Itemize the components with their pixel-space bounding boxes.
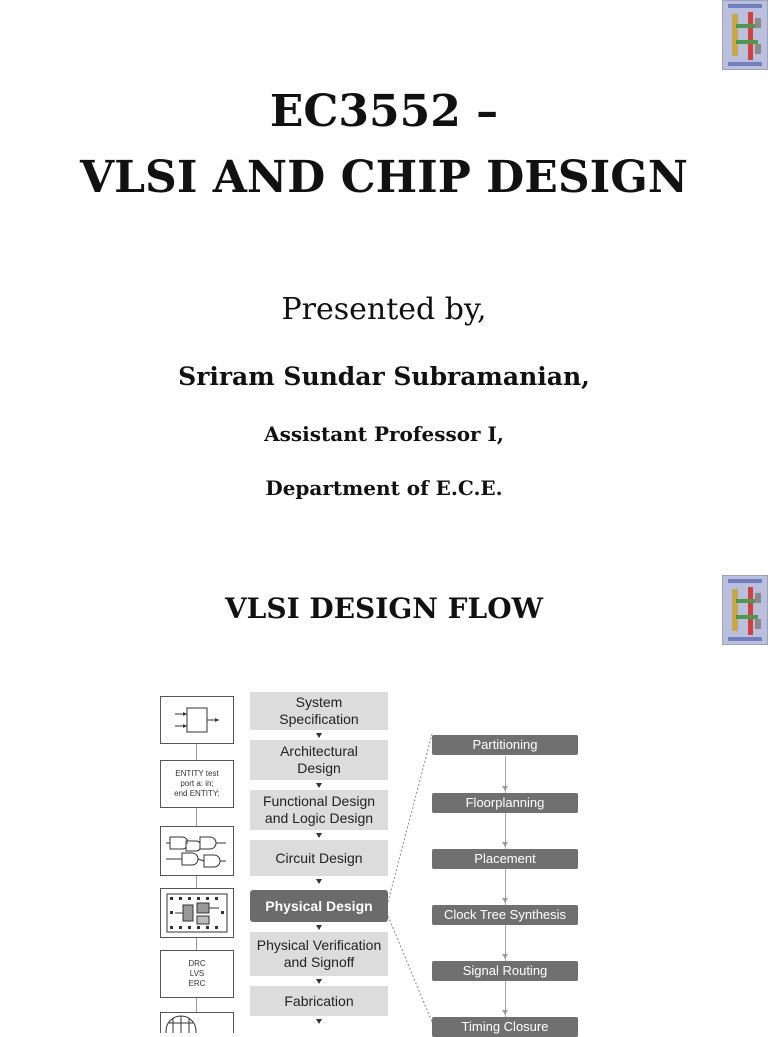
author-department: Department of E.C.E.: [265, 476, 503, 500]
pd-arrow: [502, 786, 508, 791]
flow-step-label: Physical Verification: [256, 937, 382, 953]
pd-arrow: [502, 842, 508, 847]
flow-step-architectural-design: [250, 740, 388, 780]
flow-step-label: Physical Design: [265, 897, 373, 914]
flow-step-label: and Logic Design: [264, 810, 374, 826]
presented-by-label: Presented by,: [281, 292, 487, 327]
pd-step-partitioning: Partitioning: [432, 735, 578, 755]
author-position: Assistant Professor I,: [264, 422, 504, 446]
course-code-title: EC3552 –: [269, 86, 499, 137]
flow-step-label: Architectural: [280, 743, 358, 759]
flow-arrow: [316, 979, 322, 984]
pd-step-floorplanning: Floorplanning: [432, 793, 578, 813]
flow-slide-title: VLSI DESIGN FLOW: [224, 592, 544, 625]
pd-step-placement: Placement: [432, 849, 578, 869]
check-drc: DRC: [188, 959, 206, 968]
expansion-dotted-lines: [386, 732, 436, 1024]
pd-step-timing-closure: Timing Closure: [432, 1017, 578, 1037]
check-lvs: LVS: [189, 969, 205, 978]
flow-step-circuit-design: [250, 840, 388, 876]
flow-step-system-specification: [250, 692, 388, 730]
flow-step-functional-logic-design: [250, 790, 388, 830]
wafer-box: [160, 1012, 234, 1033]
course-name-title: VLSI AND CHIP DESIGN: [79, 152, 688, 203]
flow-step-label: Circuit Design: [275, 849, 363, 866]
hdl-code-line: port a: in;: [180, 779, 214, 788]
chip-layout-logo-icon: [722, 0, 768, 70]
flow-step-label: System: [295, 694, 343, 710]
hdl-code-line: ENTITY test: [175, 769, 219, 778]
hdl-code-box: [160, 760, 234, 808]
flow-arrow: [316, 783, 322, 788]
design-flow-slide: [0, 572, 768, 1034]
flow-step-physical-verification: [250, 932, 388, 976]
check-erc: ERC: [188, 979, 206, 988]
pd-step-signal-routing: Signal Routing: [432, 961, 578, 981]
block-symbol-box: [160, 696, 234, 744]
pd-arrow: [502, 954, 508, 959]
flow-arrow: [316, 879, 322, 884]
pd-step-clock-tree-synthesis: Clock Tree Synthesis: [432, 905, 578, 925]
flow-step-label: Fabrication: [284, 992, 354, 1009]
flow-step-label: Specification: [279, 711, 359, 727]
flow-step-label: Design: [297, 760, 341, 776]
pd-arrow: [502, 898, 508, 903]
author-name: Sriram Sundar Subramanian,: [178, 362, 590, 391]
logic-gates-icon: [164, 831, 230, 871]
flow-arrow: [316, 1019, 322, 1024]
flow-step-physical-design: [250, 890, 388, 922]
flow-step-fabrication: [250, 986, 388, 1016]
layout-thumbnail-box: [160, 888, 234, 938]
flow-step-label: Functional Design: [262, 793, 376, 809]
block-symbol-icon: [167, 700, 227, 740]
gate-schematic-box: [160, 826, 234, 876]
layout-thumbnail-icon: [165, 892, 229, 934]
wafer-icon: [161, 1013, 201, 1033]
pd-arrow: [502, 1010, 508, 1015]
flow-arrow: [316, 833, 322, 838]
hdl-code-line: end ENTITY;: [174, 789, 220, 798]
flow-arrow: [316, 925, 322, 930]
flow-step-label: and Signoff: [283, 954, 355, 970]
flow-arrow: [316, 733, 322, 738]
verification-checks-box: [160, 950, 234, 998]
